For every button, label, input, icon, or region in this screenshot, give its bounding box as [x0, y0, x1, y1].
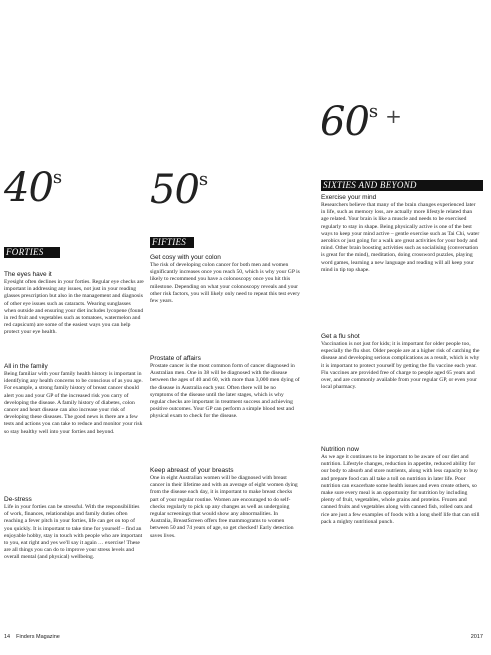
section-heading: Prostate of affairs	[150, 355, 201, 362]
section-heading: Get a flu shot	[321, 333, 360, 340]
section-heading: Keep abreast of your breasts	[150, 467, 234, 474]
decade-50-suffix: s	[198, 168, 208, 190]
decade-50-number: 50	[150, 167, 199, 213]
section-heading: Exercise your mind	[321, 194, 377, 201]
forties-banner: FORTIES	[4, 247, 60, 258]
sixties-section-mind	[321, 194, 481, 274]
fifties-section-prostate	[150, 355, 300, 421]
decade-40-number: 40	[4, 165, 53, 211]
section-body: Researchers believe that many of the brain changes experienced later in life, such as memory loss, are actually more lifestyle related than age related. Your brain is like a muscle and needs to be exercised regularly to stay in shape. Being physically active is one of the best ways to keep your mind active – gentle exercise such as Tai Chi, water aerobics or just going for a walk are great activities for your body and mind. Other brain boosting activities such as socialising (conversation is great for the mind), meditation, doing crossword puzzles, playing word games, learning a new language and reading will all keep your mind in tip top shape.	[321, 202, 480, 273]
decade-60-plus: +	[385, 104, 401, 128]
footer-left	[4, 634, 66, 640]
section-body: Life in your forties can be stressful. With the responsibilities of work, finances, relationships and family duties often reaching a fever pitch in your forties, life can get on top of you quickly. It is important to take time for yourself – find an enjoyable hobby, stay in touch with people who are important to you, eat right and yes we'll say it again … exercise! These are all things you can do to improve your stress levels and overall mental (and physical) wellbeing.	[4, 504, 143, 561]
fifties-section-colon	[150, 254, 300, 305]
footer-year: 2017	[470, 634, 483, 640]
fifties-section-breasts	[150, 467, 300, 540]
decade-40-suffix: s	[52, 166, 62, 188]
section-body: Prostate cancer is the most common form of cancer diagnosed in Australian men. One in 38 will be diagnosed with the disease between the ages of 40 and 60, with more than 3,000 men dying of the disease in Australia each year. Often there will be no symptoms of the disease until the later stages, which is why regular checks are important in treatment success and achieving positive outcomes. Your GP can perform a simple blood test and physical exam to check for the disease.	[150, 363, 300, 420]
section-body: Eyesight often declines in your forties. Regular eye checks are important in addressing any issues, not just in your reading glasses prescription but also in the management and diagnosis of other eye issues such as cataracts. Wearing sunglasses when outside and ensuring your diet includes lycopene (found in red fruit and vegetables such as tomatoes, watermelon and red capsicum) are some of the easiest ways you can help protect your eye health.	[4, 279, 144, 336]
page-number: 14	[4, 634, 11, 640]
decade-40-heading	[4, 165, 62, 211]
section-body: Being familiar with your family health history is important in identifying any health concerns to be conscious of as you age. For example, a strong family history of breast cancer should alert you and your GP of the increased risk you carry of developing the disease. A family history of diabetes, colon cancer and heart disease can also increase your risk of developing these diseases. The good news is there are a few tests and actions you can take to reduce and monitor your risk so stay healthy well into your forties and beyond.	[4, 371, 143, 435]
sixties-section-nutrition	[321, 446, 481, 526]
decade-50-heading	[150, 167, 208, 213]
section-heading: The eyes have it	[4, 271, 52, 278]
forties-section-eyes	[4, 271, 144, 337]
section-body: One in eight Australian women will be diagnosed with breast cancer in their lifetime and with an average of eight women dying from the disease each day, it is important to make breast checks part of your regular routine. Women are encouraged to do self-checks regularly to pick up any changes as well as undergoing regular screenings that would show any abnormalities. In Australia, BreastScreen offers free mammograms to women between 50 and 74 years of age, so get checked! Early detection saves lives.	[150, 475, 298, 539]
decade-60-suffix: s	[368, 100, 378, 122]
sixties-banner: SIXTIES AND BEYOND	[321, 180, 483, 191]
magazine-name: Finders Magazine	[16, 634, 60, 640]
section-heading: All in the family	[4, 363, 48, 370]
section-body: The risk of developing colon cancer for both men and women significantly increases once you reach 50, which is why your GP is likely to recommend you have a colonoscopy once you hit this milestone. Depending on what your colonoscopy reveals and your other risk factors, you will likely only need to repeat this test every few years.	[150, 262, 300, 305]
section-body: Vaccination is not just for kids; it is important for older people too, especially the flu shot. Older people are at a higher risk of catching the disease and developing serious complications as a result, which is why it is important to protect yourself by getting the flu vaccine each year. Flu vaccines are provided free of charge to people aged 65 years and over, and are commonly available from your regular GP, or even your local pharmacy.	[321, 341, 480, 391]
section-heading: Nutrition now	[321, 446, 359, 453]
fifties-banner: FIFTIES	[150, 237, 194, 248]
section-heading: De-stress	[4, 496, 32, 503]
sixties-section-flu	[321, 333, 481, 391]
section-body: As we age it continues to be important to be aware of our diet and nutrition. Lifestyle changes, reduction in appetite, reduced ability for our body to absorb and store nutrients, along with less capacity to buy and prepare food can all take a toll on nutrition in later life. Poor nutrition can exacerbate some health issues and even create others, so make sure every meal is an opportunity for nutrition by including plenty of fruit, vegetables, whole grains and proteins. Frozen and canned fruits and vegetables along with canned fish, rolled oats and rice are just a few examples of foods with a long shelf life that can still pack a mighty nutritional punch.	[321, 454, 480, 525]
forties-section-family	[4, 363, 144, 436]
decade-60-number: 60	[320, 99, 369, 145]
decade-60-heading	[320, 99, 401, 145]
section-heading: Get cosy with your colon	[150, 254, 221, 261]
forties-section-destress	[4, 496, 144, 562]
